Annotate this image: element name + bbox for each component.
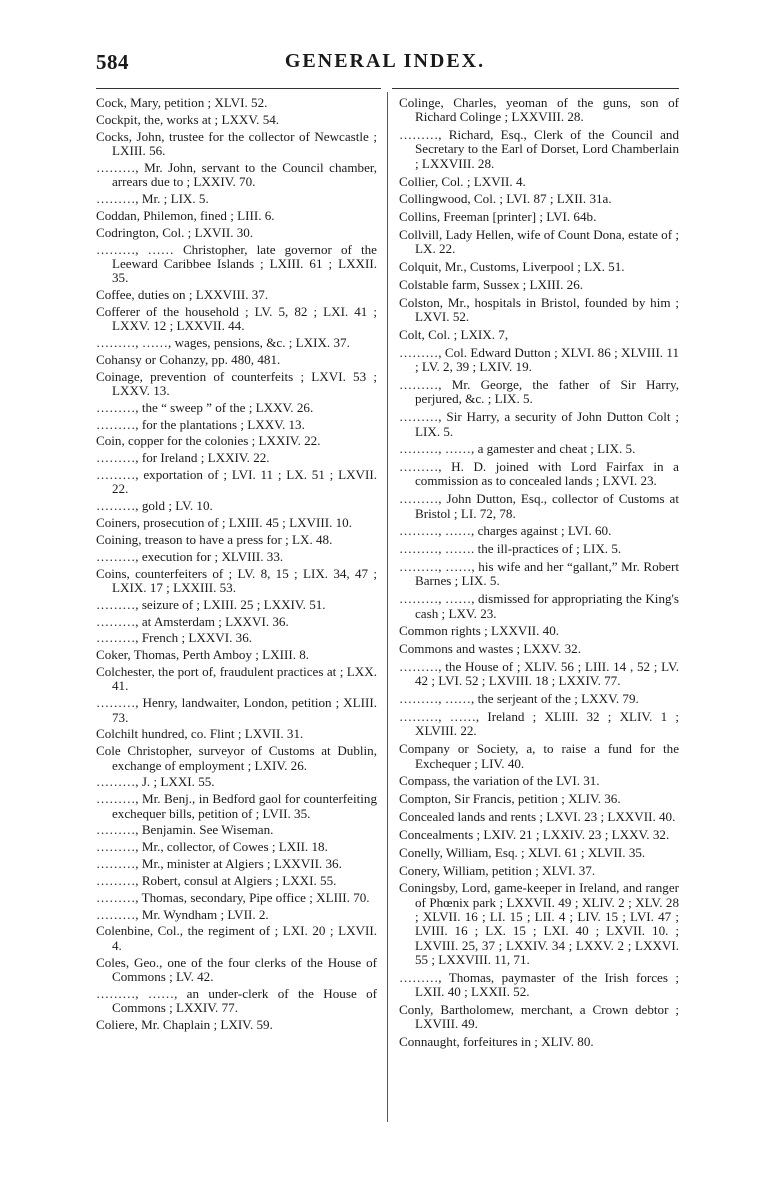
index-entry: ………, ……, an under-clerk of the House of Commons ; LXXIV. 77. (96, 985, 377, 1016)
index-entry: Conly, Bartholomew, merchant, a Crown debtor ; LXVIII. 49. (399, 1001, 679, 1032)
index-entry: Cole Christopher, surveyor of Customs at Dublin, exchange of employment ; LXIV. 26. (96, 743, 377, 773)
index-entry: Colstable farm, Sussex ; LXIII. 26. (399, 277, 584, 293)
index-entry: Connaught, forfeitures in ; XLIV. 80. (399, 1034, 594, 1050)
index-entry: ………, Mr. George, the father of Sir Harry, perjured, &c. ; LIX. 5. (399, 377, 679, 407)
column-divider (387, 92, 388, 1122)
index-entry: ………, Robert, consul at Algiers ; LXXI. 55. (96, 872, 337, 888)
index-entry: Colinge, Charles, yeoman of the guns, son of Richard Colinge ; LXXVIII. 28. (399, 95, 679, 125)
index-entry: ………, John Dutton, Esq., collector of Customs at Bristol ; LI. 72, 78. (399, 491, 679, 521)
index-entry: ………, at Amsterdam ; LXXVI. 36. (96, 613, 289, 629)
index-entry: ………, for Ireland ; LXXIV. 22. (96, 450, 270, 466)
index-entry: Codrington, Col. ; LXVII. 30. (96, 224, 254, 240)
index-entry: Colston, Mr., hospitals in Bristol, founded by him ; LXVI. 52. (399, 294, 679, 325)
index-entry: Coin, copper for the colonies ; LXXIV. 22. (96, 433, 321, 449)
index-entry: ………, Col. Edward Dutton ; XLVI. 86 ; XLVIII. 11 ; LV. 2, 39 ; LXIV. 19. (399, 344, 679, 375)
index-entry: Coles, Geo., one of the four clerks of the House of Commons ; LV. 42. (96, 954, 377, 984)
index-entry: ………, ……, dismissed for appropriating the King's cash ; LXV. 23. (399, 591, 679, 621)
index-entry: ………, Thomas, secondary, Pipe office ; XLIII. 70. (96, 889, 370, 905)
page-header (0, 50, 770, 80)
index-entry: Collingwood, Col. ; LVI. 87 ; LXII. 31a. (399, 191, 612, 207)
index-entry: Coinage, prevention of counterfeits ; LXVI. 53 ; LXXV. 13. (96, 368, 377, 398)
index-entry: ………, Mr. Benj., in Bedford gaol for counterfeiting exchequer bills, petition of ; LVII. 35. (96, 791, 377, 821)
index-entry: ………, the House of ; XLIV. 56 ; LIII. 14 , 52 ; LV. 42 ; LVI. 52 ; LXVIII. 18 ; LXXIV. 77. (399, 659, 679, 689)
index-entry: ………, seizure of ; LXIII. 25 ; LXXIV. 51. (96, 596, 326, 612)
index-entry: Coddan, Philemon, fined ; LIII. 6. (96, 207, 275, 223)
index-entry: Colchester, the port of, fraudulent practices at ; LXX. 41. (96, 664, 377, 694)
index-entry: ………, French ; LXXVI. 36. (96, 630, 253, 646)
index-entry: Coining, treason to have a press for ; LX. 48. (96, 531, 333, 547)
index-entry: ………, Richard, Esq., Clerk of the Council and Secretary to the Earl of Dorset, Lord Chamberlain ; LXXVIII. 28. (399, 127, 679, 171)
index-entry: Coningsby, Lord, game-keeper in Ireland, and ranger of Phœnix park ; LXXVII. 49 ; XLIV. 2 ; XLV. 28 ; XLVII. 16 ; LI. 15 ; LII. 4 ; LIV. 15 ; LVI. 47 ; LVIII. 16 ; LX. 15 ; LXI. 40 ; LXVII. 10. ; LXVIII. 25, 37 ; LXXIV. 34 ; LXXV. 2 ; LXXVI. 55 ; LXXVIII. 11, 71. (399, 880, 679, 967)
index-entry: Collins, Freeman [printer] ; LVI. 64b. (399, 209, 597, 225)
index-entry: Colquit, Mr., Customs, Liverpool ; LX. 51. (399, 259, 625, 275)
index-entry: Collvill, Lady Hellen, wife of Count Dona, estate of ; LX. 22. (399, 227, 680, 257)
index-entry: Coiners, prosecution of ; LXIII. 45 ; LXVIII. 10. (96, 515, 352, 531)
index-entry: Compass, the variation of the LVI. 31. (399, 773, 600, 789)
index-entry: Coker, Thomas, Perth Amboy ; LXIII. 8. (96, 647, 310, 663)
index-entry: ………, H. D. joined with Lord Fairfax in a commission as to concealed lands ; LXVI. 23. (399, 459, 679, 489)
index-entry: ………, Mr. Wyndham ; LVII. 2. (96, 906, 269, 922)
index-entry: ………, Benjamin. See Wiseman. (96, 822, 274, 838)
index-entry: ………, Sir Harry, a security of John Dutton Colt ; LIX. 5. (399, 409, 679, 439)
index-entry: ………, …… Christopher, late governor of the Leeward Caribbee Islands ; LXIII. 61 ; LXXII. 35. (96, 241, 377, 286)
header-rule-left (96, 88, 381, 89)
index-column-right (399, 96, 679, 1053)
index-entry: Coins, counterfeiters of ; LV. 8, 15 ; LIX. 34, 47 ; LXIX. 17 ; LXXIII. 53. (96, 565, 377, 595)
index-entry: ………, ……, a gamester and cheat ; LIX. 5. (399, 441, 636, 457)
index-entry: Concealments ; LXIV. 21 ; LXXIV. 23 ; LXXV. 32. (399, 826, 670, 842)
index-entry: Colt, Col. ; LXIX. 7, (399, 327, 509, 343)
index-column-left (96, 96, 377, 1035)
index-entry: Concealed lands and rents ; LXVI. 23 ; LXXVII. 40. (399, 809, 676, 825)
index-entry: ………, Mr. John, servant to the Council chamber, arrears due to ; LXXIV. 70. (96, 159, 377, 190)
header-rule-right (392, 88, 679, 89)
index-entry: Commons and wastes ; LXXV. 32. (399, 641, 581, 657)
index-entry: Conery, William, petition ; XLVI. 37. (399, 862, 596, 878)
page-number: 584 (96, 50, 129, 74)
index-entry: Cohansy or Cohanzy, pp. 480, 481. (96, 351, 281, 367)
index-entry: Compton, Sir Francis, petition ; XLIV. 36. (399, 791, 621, 807)
index-entry: ………, for the plantations ; LXXV. 13. (96, 416, 305, 432)
index-entry: ………, ……, his wife and her “gallant,” Mr. Robert Barnes ; LIX. 5. (399, 559, 679, 589)
index-entry: ………, the “ sweep ” of the ; LXXV. 26. (96, 399, 314, 415)
index-entry: Coffee, duties on ; LXXVIII. 37. (96, 286, 269, 302)
index-entry: Colchilt hundred, co. Flint ; LXVII. 31. (96, 726, 304, 742)
index-entry: Common rights ; LXXVII. 40. (399, 623, 560, 639)
index-entry: Collier, Col. ; LXVII. 4. (399, 173, 526, 189)
index-entry: ………, gold ; LV. 10. (96, 498, 213, 514)
index-entry: Colenbine, Col., the regiment of ; LXI. 20 ; LXVII. 4. (96, 923, 377, 953)
index-entry: Cockpit, the, works at ; LXXV. 54. (96, 111, 280, 127)
index-entry: ………, Henry, landwaiter, London, petition ; XLIII. 73. (96, 695, 377, 725)
page-title: GENERAL INDEX. (284, 50, 486, 72)
index-entry: Cocks, John, trustee for the collector of Newcastle ; LXIII. 56. (96, 128, 377, 158)
index-entry: ………, exportation of ; LVI. 11 ; LX. 51 ; LXVII. 22. (96, 467, 377, 497)
index-entry: Conelly, William, Esq. ; XLVI. 61 ; XLVII. 35. (399, 844, 646, 860)
index-entry: ………, Mr. ; LIX. 5. (96, 190, 209, 206)
index-entry: ………, Mr., minister at Algiers ; LXXVII. 36. (96, 856, 342, 872)
index-entry: ………, Mr., collector, of Cowes ; LXII. 18. (96, 839, 328, 855)
index-entry: ………, ……, Ireland ; XLIII. 32 ; XLIV. 1 ; XLVIII. 22. (399, 709, 679, 739)
index-entry: Cofferer of the household ; LV. 5, 82 ; LXI. 41 ; LXXV. 12 ; LXXVII. 44. (96, 303, 377, 334)
index-entry: Cock, Mary, petition ; XLVI. 52. (96, 95, 268, 110)
index-entry: ………, ……, charges against ; LVI. 60. (399, 523, 612, 539)
index-entry: ………, J. ; LXXI. 55. (96, 774, 215, 790)
index-entry: ………, Thomas, paymaster of the Irish forces ; LXII. 40 ; LXXII. 52. (399, 969, 679, 1000)
index-entry: Company or Society, a, to raise a fund for the Exchequer ; LIV. 40. (399, 741, 679, 771)
index-entry: ………, ……, the serjeant of the ; LXXV. 79. (399, 691, 639, 707)
index-entry: ………, ……, wages, pensions, &c. ; LXIX. 37. (96, 334, 350, 350)
index-entry: ………, ……. the ill-practices of ; LIX. 5. (399, 541, 622, 557)
index-entry: ………, execution for ; XLVIII. 33. (96, 548, 284, 564)
index-entry: Coliere, Mr. Chaplain ; LXIV. 59. (96, 1016, 273, 1032)
